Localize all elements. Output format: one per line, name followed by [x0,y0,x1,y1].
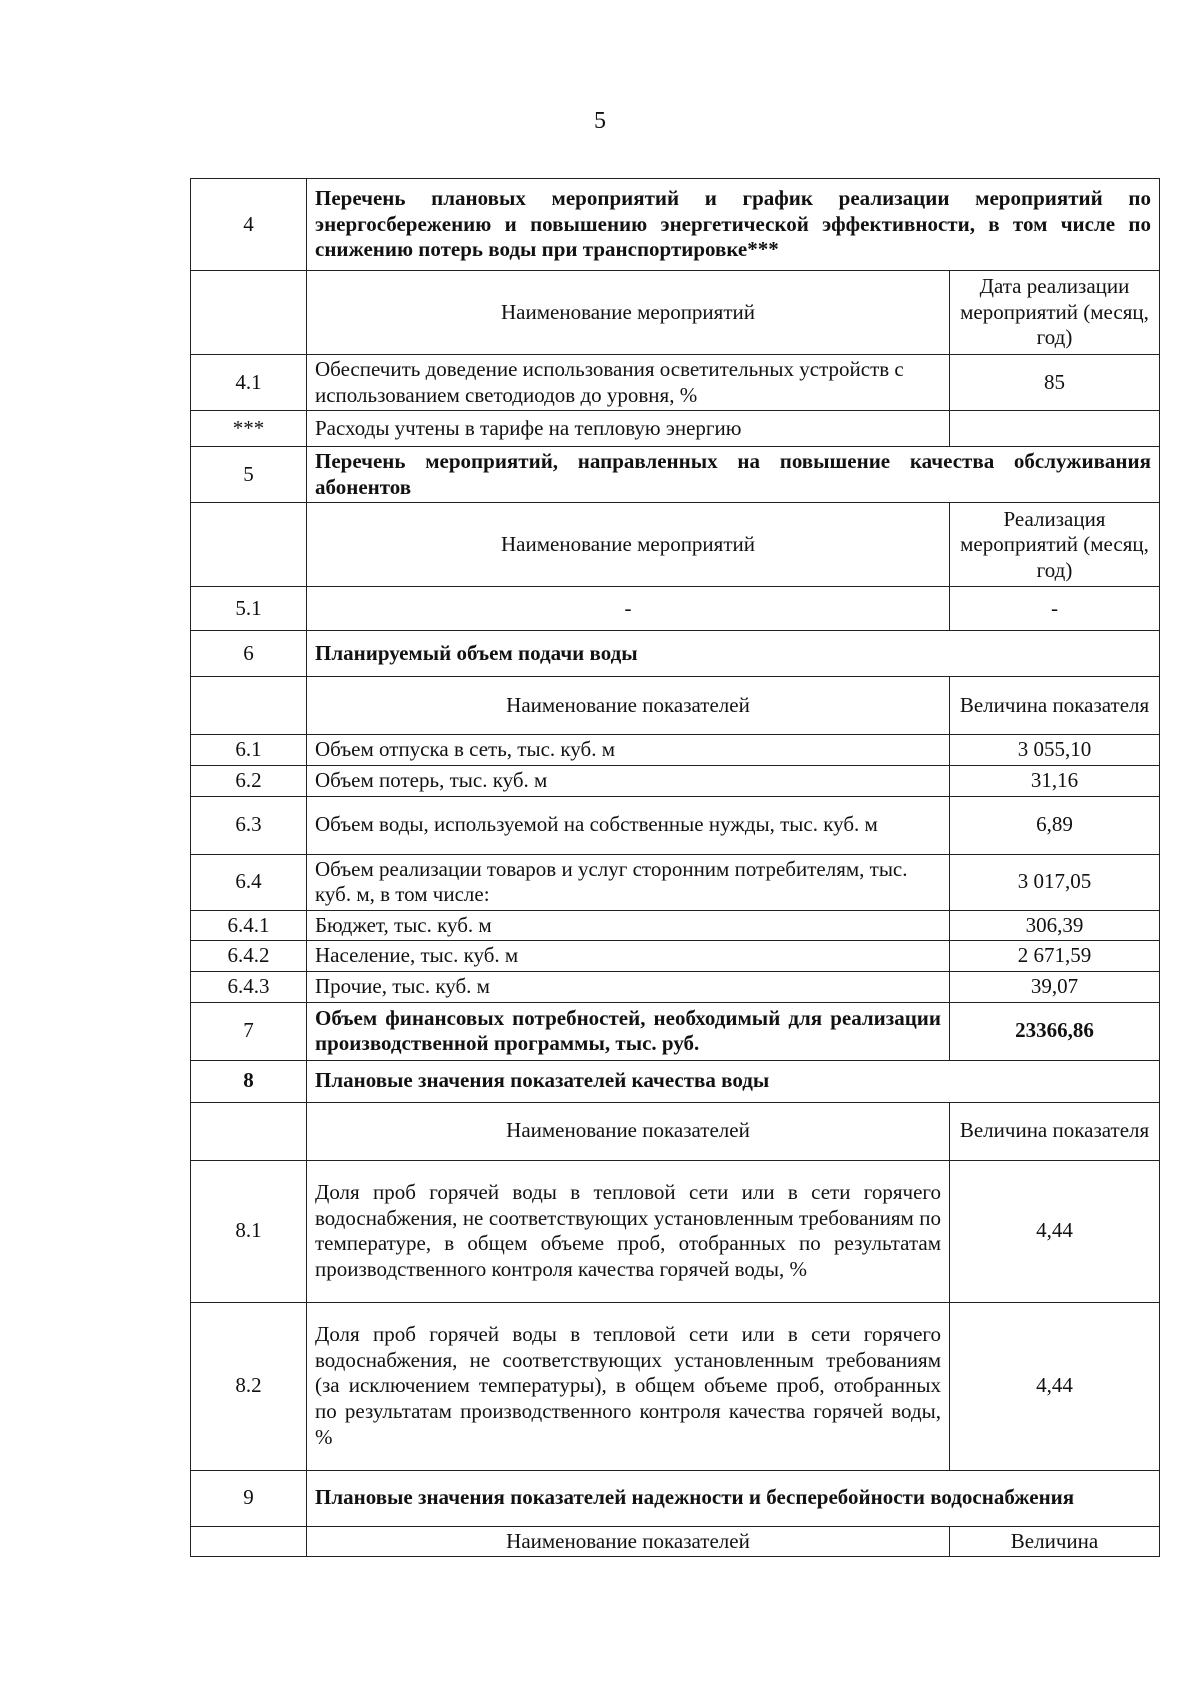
row-value: 2 671,59 [950,941,1160,972]
section-title: Перечень плановых мероприятий и график реализации мероприятий по энергосбережению и повышению энергетической эффективности, в том числе по снижению потерь воды при транспортировке*** [307,179,1160,271]
column-header-value: Реализация мероприятий (месяц, год) [950,503,1160,587]
table-row [191,972,1160,1003]
row-name: Прочие, тыс. куб. м [307,972,950,1003]
table-row [191,796,1160,854]
row-number: 8.2 [191,1302,307,1470]
section-8-title-row [191,1060,1160,1102]
column-header-value: Дата реализации мероприятий (месяц, год) [950,271,1160,355]
section-5-title-row [191,447,1160,503]
table-row [191,735,1160,766]
table-row [191,587,1160,631]
row-value: 23366,86 [950,1002,1160,1060]
empty-cell [191,1102,307,1160]
row-number: 4.1 [191,355,307,411]
section-6-header-row [191,677,1160,735]
table-row [191,411,1160,447]
section-7-row [191,1002,1160,1060]
row-name: Расходы учтены в тарифе на тепловую энергию [307,411,950,447]
row-name: Население, тыс. куб. м [307,941,950,972]
row-name: Доля проб горячей воды в тепловой сети или в сети горячего водоснабжения, не соответствующих установленным требованиям по температуре, в общем объеме проб, отобранных по результатам производственного контроля качества горячей воды, % [307,1160,950,1302]
row-value: 3 017,05 [950,854,1160,910]
table-row [191,1160,1160,1302]
row-number: 6.4 [191,854,307,910]
row-value: 306,39 [950,910,1160,941]
section-title: Плановые значения показателей качества воды [307,1060,1160,1102]
section-9-title-row [191,1470,1160,1526]
page-number: 5 [594,108,606,134]
row-number: 8.1 [191,1160,307,1302]
column-header-value: Величина показателя [950,677,1160,735]
section-4-header-row [191,271,1160,355]
row-value: 6,89 [950,796,1160,854]
row-number: 6.4.1 [191,910,307,941]
section-number: 7 [191,1002,307,1060]
row-number: 6.4.3 [191,972,307,1003]
row-value: 31,16 [950,766,1160,797]
section-8-header-row [191,1102,1160,1160]
section-number: 4 [191,179,307,271]
table-row [191,910,1160,941]
column-header-name: Наименование показателей [307,1526,950,1557]
empty-cell [191,503,307,587]
table-row [191,355,1160,411]
row-name: Бюджет, тыс. куб. м [307,910,950,941]
section-number: 8 [191,1060,307,1102]
section-title: Объем финансовых потребностей, необходимый для реализации производственной программы, тыс. руб. [307,1002,950,1060]
row-value: 85 [950,355,1160,411]
section-9-header-row [191,1526,1160,1557]
row-name: Объем воды, используемой на собственные нужды, тыс. куб. м [307,796,950,854]
section-title: Плановые значения показателей надежности и бесперебойности водоснабжения [307,1470,1160,1526]
row-value: 3 055,10 [950,735,1160,766]
column-header-name: Наименование мероприятий [307,271,950,355]
production-program-table [190,178,1160,1557]
column-header-name: Наименование показателей [307,677,950,735]
section-number: 9 [191,1470,307,1526]
row-value: 4,44 [950,1160,1160,1302]
section-title: Перечень мероприятий, направленных на повышение качества обслуживания абонентов [307,447,1160,503]
column-header-value: Величина [950,1526,1160,1557]
section-number: 6 [191,631,307,677]
row-number: 6.4.2 [191,941,307,972]
table-row [191,854,1160,910]
row-number: 6.3 [191,796,307,854]
section-5-header-row [191,503,1160,587]
row-number: 6.1 [191,735,307,766]
row-number: 6.2 [191,766,307,797]
row-value: - [950,587,1160,631]
row-value: 39,07 [950,972,1160,1003]
table-row [191,941,1160,972]
table-row [191,1302,1160,1470]
row-name: - [307,587,950,631]
empty-cell [191,271,307,355]
row-value [950,411,1160,447]
column-header-name: Наименование показателей [307,1102,950,1160]
table-row [191,766,1160,797]
row-number: 5.1 [191,587,307,631]
column-header-name: Наименование мероприятий [307,503,950,587]
empty-cell [191,1526,307,1557]
row-name: Доля проб горячей воды в тепловой сети или в сети горячего водоснабжения, не соответствующих установленным требованиям (за исключением температуры), в общем объеме проб, отобранных по результатам производственного контроля качества горячей воды, % [307,1302,950,1470]
section-number: 5 [191,447,307,503]
row-number: *** [191,411,307,447]
empty-cell [191,677,307,735]
section-title: Планируемый объем подачи воды [307,631,1160,677]
column-header-value: Величина показателя [950,1102,1160,1160]
row-name: Объем потерь, тыс. куб. м [307,766,950,797]
row-value: 4,44 [950,1302,1160,1470]
row-name: Обеспечить доведение использования осветительных устройств с использованием светодиодов до уровня, % [307,355,950,411]
row-name: Объем отпуска в сеть, тыс. куб. м [307,735,950,766]
row-name: Объем реализации товаров и услуг сторонним потребителям, тыс. куб. м, в том числе: [307,854,950,910]
section-6-title-row [191,631,1160,677]
section-4-title-row [191,179,1160,271]
